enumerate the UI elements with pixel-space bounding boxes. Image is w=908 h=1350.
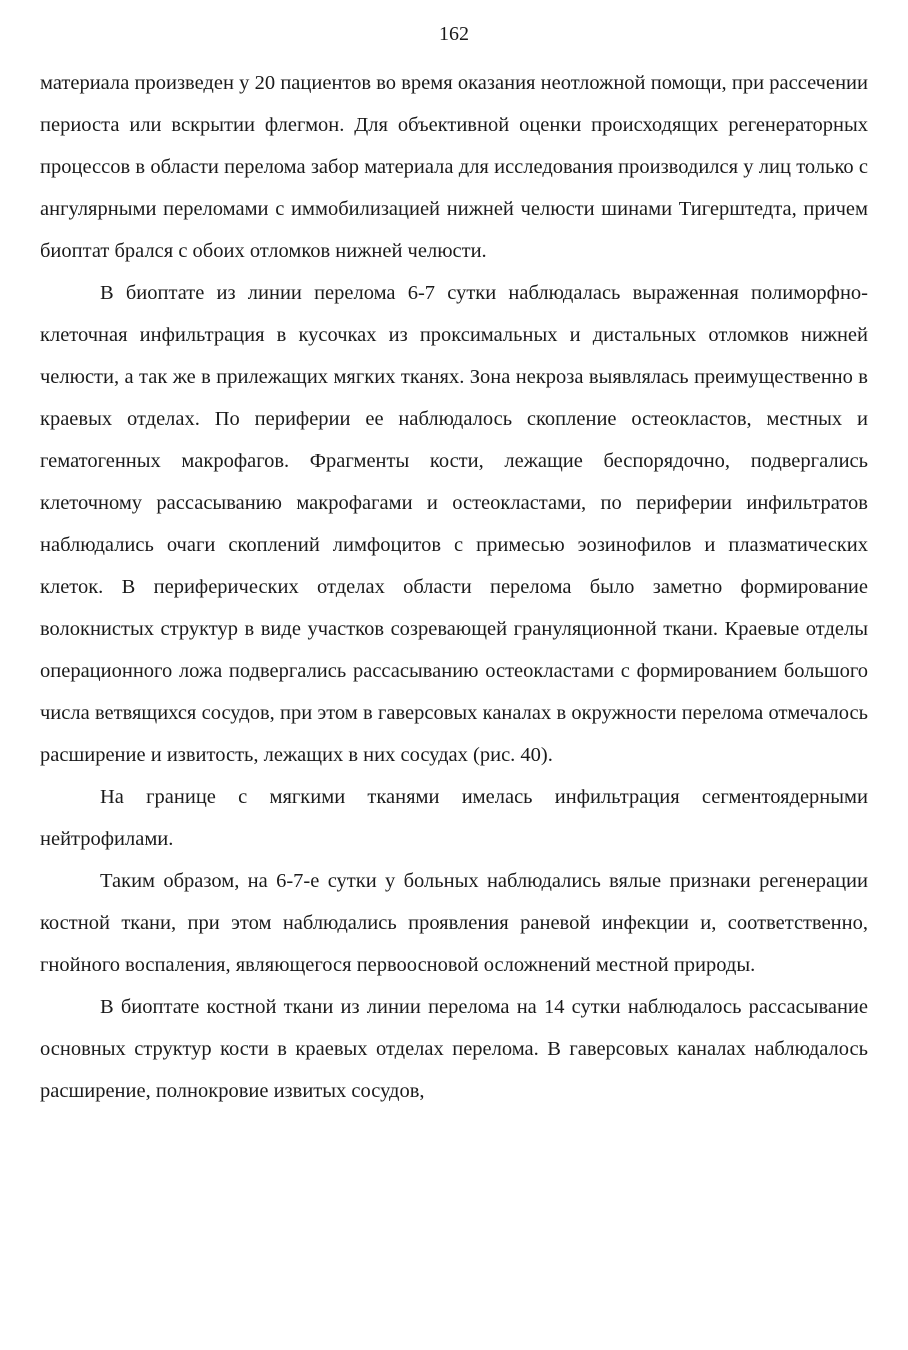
paragraph-biopsy-day-14: В биоптате костной ткани из линии перелома на 14 сутки наблюдалось рассасывание основных структур кости в краевых отделах перелома. В гаверсовых каналах наблюдалось расширение, полнокровие извитых сосудов, xyxy=(40,996,868,1102)
page-number: 162 xyxy=(439,23,469,45)
paragraph-biopsy-day-6-7: В биоптате из линии перелома 6-7 сутки наблюдалась выраженная полиморфно-клеточная инфильтрация в кусочках из проксимальных и дистальных отломков нижней челюсти, а так же в прилежащих мягких тканях. Зона некроза выявлялась преимущественно в краевых отделах. По периферии ее наблюдалось скопление остеокластов, местных и гематогенных макрофагов. Фрагменты кости, лежащие беспорядочно, подвергались клеточному рассасыванию макрофагами и остеокластами, по периферии инфильтратов наблюдались очаги скоплений лимфоцитов с примесью эозинофилов и плазматических клеток. В периферических отделах области перелома было заметно формирование волокнистых структур в виде участков созревающей грануляционной ткани. Краевые отделы операционного ложа подвергались рассасыванию остеокластами с формированием большого числа ветвящихся сосудов, при этом в гаверсовых каналах в окружности перелома отмечалось расширение и извитость, лежащих в них сосудах (рис. 40). xyxy=(40,282,868,766)
paragraph-conclusion: Таким образом, на 6-7-е сутки у больных наблюдались вялые признаки регенерации костной ткани, при этом наблюдались проявления раневой инфекции и, соответственно, гнойного воспаления, являющегося первоосновой осложнений местной природы. xyxy=(40,870,868,976)
paragraph-continuation: материала произведен у 20 пациентов во время оказания неотложной помощи, при рассечении периоста или вскрытии флегмон. Для объективной оценки происходящих регенераторных процессов в области перелома забор материала для исследования производился у лиц только с ангулярными переломами с иммобилизацией нижней челюсти шинами Тигерштедта, причем биоптат брался с обоих отломков нижней челюсти. xyxy=(40,72,868,262)
body-text xyxy=(40,62,868,1112)
paragraph-soft-tissue-border: На границе с мягкими тканями имелась инфильтрация сегментоядерными нейтрофилами. xyxy=(40,786,868,850)
